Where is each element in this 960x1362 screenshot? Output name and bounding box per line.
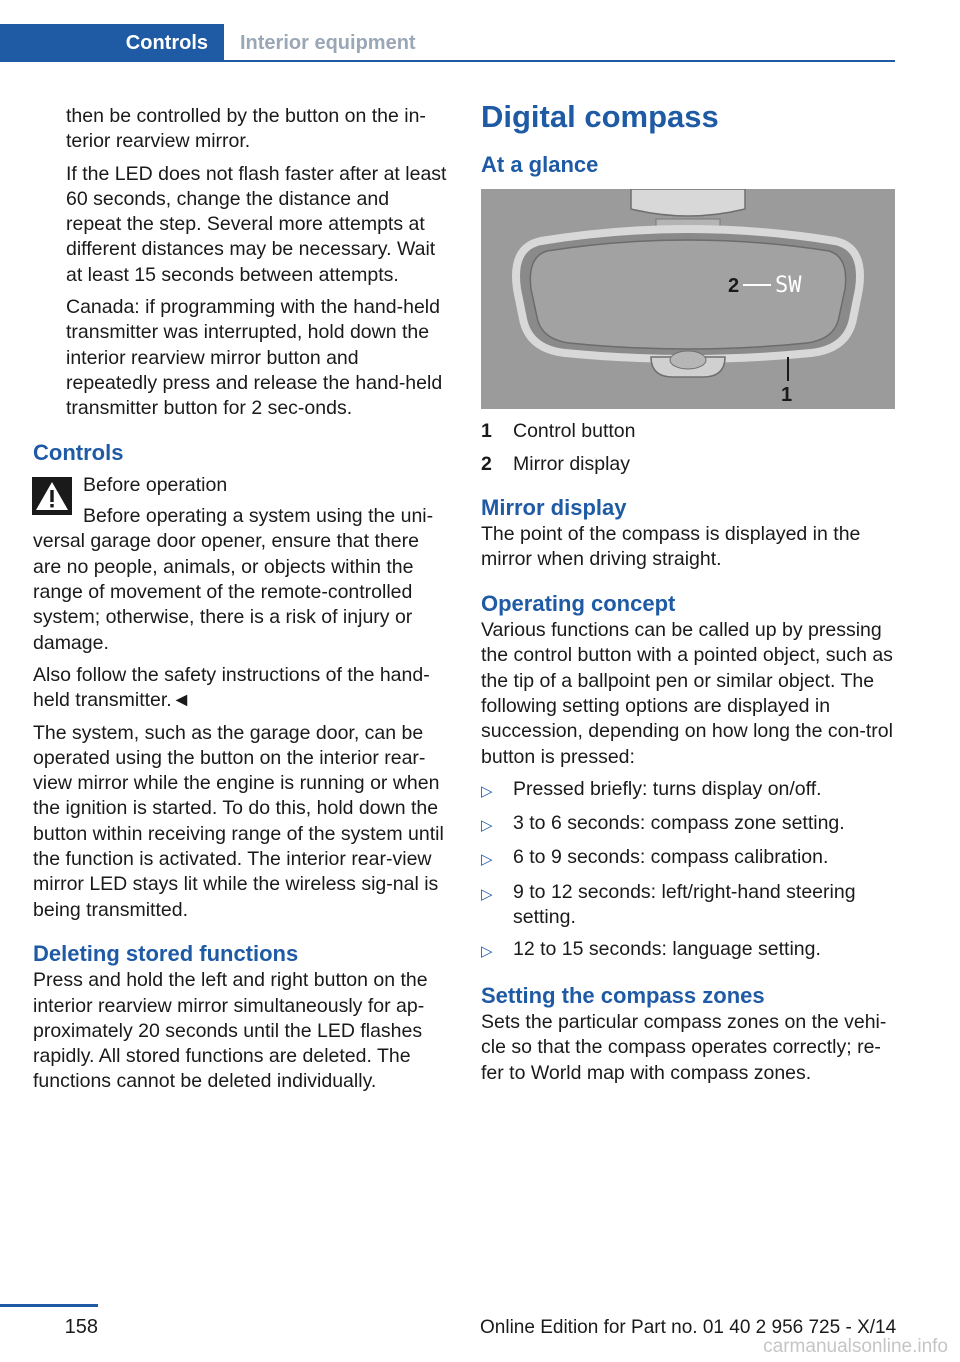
legend-item	[481, 452, 895, 477]
header-rule	[224, 60, 895, 62]
operating-concept-heading: Operating concept	[481, 590, 676, 616]
warning-title: Before operation	[83, 473, 228, 496]
bullet-marker-icon: ▷	[481, 782, 493, 800]
warning-block	[33, 473, 448, 498]
mirror-display-text: The point of the compass is displayed in the mirror when driving straight.	[481, 523, 861, 571]
warning-icon	[32, 477, 72, 515]
footer-rule	[0, 1304, 98, 1307]
bullet-marker-icon: ▷	[481, 943, 493, 961]
edition-text: Online Edition for Part no. 01 40 2 956 725 - X/14	[480, 1317, 897, 1338]
deleting-heading: Deleting stored functions	[33, 940, 299, 966]
legend-number: 2	[481, 452, 492, 475]
legend	[481, 419, 895, 477]
mirror-figure	[481, 189, 895, 409]
list-item: ▷ 6 to 9 seconds: compass calibration.	[481, 845, 895, 872]
mirror-display-heading: Mirror display	[481, 494, 627, 520]
compass-zones-heading: Setting the compass zones	[481, 982, 765, 1008]
watermark: carmanualsonline.info	[763, 1336, 948, 1357]
system-paragraph: The system, such as the garage door, can be operated using the button on the interior rear-view mirror while the engine is running or when the ignition is started. To do this, hold down the button within receiving range of the system until the function is activated. The interior rear-view mirror LED stays lit while the wireless sig-nal is being transmitted.	[33, 721, 444, 921]
display-text: SW	[775, 273, 802, 299]
deleting-text: Press and hold the left and right button on the interior rearview mirror simultaneously for ap-proximately 20 seconds until the LED flashes rapidly. All stored functions are deleted. The functions cannot be deleted individually.	[33, 969, 428, 1093]
list-item: ▷ Pressed briefly: turns display on/off.	[481, 777, 895, 804]
left-column	[33, 104, 448, 1102]
right-column	[481, 98, 895, 1093]
intro-paragraph-3: Canada: if programming with the hand-held transmitter was interrupted, hold down the interior rearview mirror button and repeatedly press and release the hand-held transmitter button for 2 sec-onds.	[66, 296, 443, 420]
bullet-marker-icon: ▷	[481, 851, 493, 869]
operating-concept-text: Various functions can be called up by pressing the control button with a pointed object, such as the tip of a ballpoint pen or similar object. The following setting options are displayed in succession, depending on how long the con-trol button is pressed:	[481, 619, 893, 768]
bullet-marker-icon: ▷	[481, 817, 493, 835]
legend-item	[481, 419, 895, 444]
intro-paragraph-2: If the LED does not flash faster after at least 60 seconds, change the distance and repeat the step. Several more attempts at different distances may be necessary. Wait at least 15 seconds between attempts.	[66, 162, 447, 286]
bullet-marker-icon: ▷	[481, 885, 493, 903]
legend-number: 1	[481, 420, 492, 443]
list-item: ▷ 9 to 12 seconds: left/right-hand steering setting.	[481, 880, 895, 931]
legend-label: Control button	[513, 420, 636, 443]
intro-paragraph-1: then be controlled by the button on the in-terior rearview mirror.	[66, 105, 426, 153]
at-a-glance-heading: At a glance	[481, 152, 599, 177]
rearview-mirror-illustration	[481, 189, 895, 409]
bullet-list	[481, 777, 895, 965]
compass-zones-text: Sets the particular compass zones on the vehi-cle so that the compass operates correctly; re-fer to World map with compass zones.	[481, 1010, 887, 1084]
header-tab-interior-equipment[interactable]: Interior equipment	[240, 31, 416, 54]
intro-block	[33, 104, 448, 422]
legend-label: Mirror display	[513, 452, 631, 475]
controls-heading: Controls	[33, 439, 124, 465]
list-item: ▷ 12 to 15 seconds: language setting.	[481, 937, 895, 964]
warning-text: Before operating a system using the uni-versal garage door opener, ensure that there are no people, animals, or objects within the range of movement of the remote-controlled system; otherwise, there is a risk of injury or damage.	[33, 505, 434, 654]
list-item: ▷ 3 to 6 seconds: compass zone setting.	[481, 811, 895, 838]
callout-2: 2	[728, 275, 740, 298]
warning-followup: Also follow the safety instructions of the hand-held transmitter.◄	[33, 663, 430, 712]
page-title: Digital compass	[481, 99, 719, 134]
header-tab-controls[interactable]: Controls	[0, 24, 224, 62]
page-number: 158	[64, 1316, 98, 1338]
callout-1: 1	[781, 384, 793, 407]
